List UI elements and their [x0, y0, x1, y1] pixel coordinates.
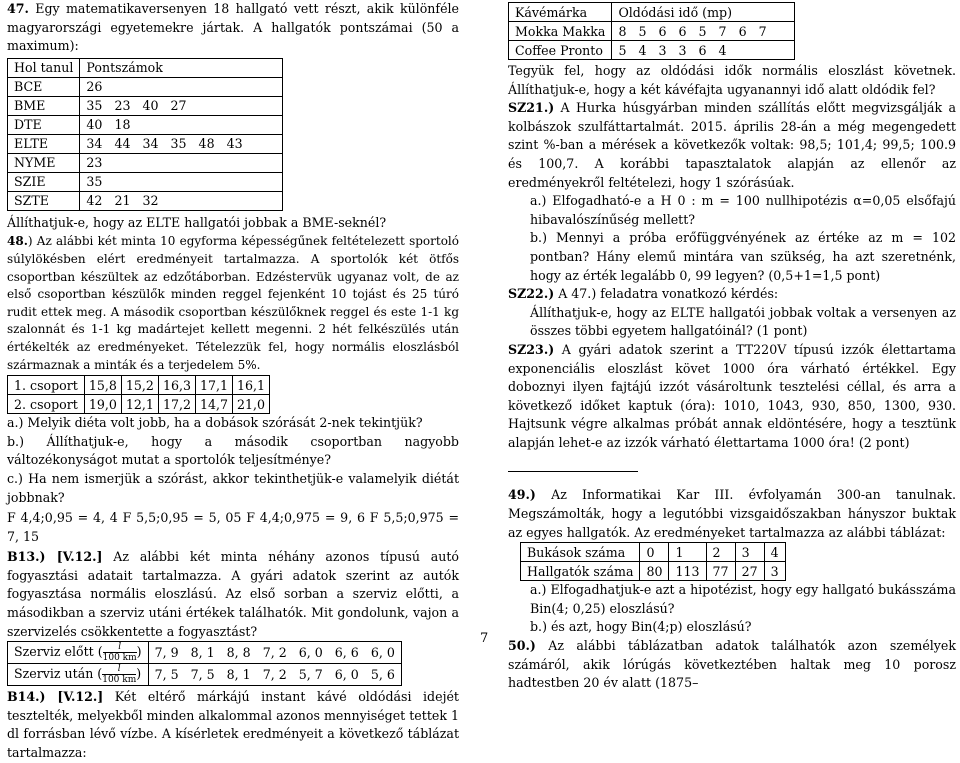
table-cell: 15,8 [84, 376, 121, 395]
table-cell: 0 [640, 543, 669, 562]
table-cell: 3 [735, 543, 764, 562]
section-divider [508, 471, 638, 472]
problem-sz21 [508, 99, 956, 192]
right-column [508, 0, 956, 693]
problem-sz22 [508, 285, 956, 304]
table-cell: Mokka Makka [509, 22, 612, 41]
table-cell: 21,0 [233, 395, 270, 414]
problem-47-text: Egy matematikaversenyen 18 hallgató vett részt, akik különféle magyarországi egyetemekre jártak. A hallgatók pontszámai (50 a maximum): [7, 1, 459, 54]
table-row [521, 543, 786, 562]
problem-49 [508, 486, 956, 542]
table-cell: BCE [8, 77, 80, 96]
table-cell: Pontszámok [80, 58, 283, 77]
table-cell: 8 5 6 6 5 7 6 7 [612, 22, 795, 41]
problem-b14 [7, 688, 459, 762]
fraction-denominator: 100 km [102, 675, 137, 686]
table-cell: BME [8, 96, 80, 115]
problem-48-a: a.) Melyik diéta volt jobb, ha a dobások szórását 2-nek tekintjük? [7, 415, 423, 431]
problem-50-number: 50.) [508, 638, 536, 654]
table-cell: SZTE [8, 191, 80, 210]
problem-sz21-a: a.) Elfogadható-e a H 0 : m = 100 nullhipotézis α=0,05 elsőfajú hibavalószínűség mellett? [530, 193, 956, 227]
f-quantiles-formula: F 4,4;0,95 = 4, 4 F 5,5;0,95 = 5, 05 F 4,4;0,975 = 9, 6 F 5,5;0,975 = 7, 15 [7, 510, 459, 544]
table-cell: 2. csoport [8, 395, 85, 414]
table-cell: DTE [8, 115, 80, 134]
problem-48-c: c.) Ha nem ismerjük a szórást, akkor tekinthetjük-e valamelyik diétát jobbnak? [7, 470, 459, 505]
table-cell: 16,3 [158, 376, 195, 395]
problem-50 [508, 637, 956, 693]
problem-b13 [7, 548, 459, 641]
table-cell: Hallgatók száma [521, 562, 640, 581]
table-cell: Kávémárka [509, 3, 612, 22]
table-cell: 113 [669, 562, 706, 581]
table-cell: 5 4 3 3 6 4 [612, 41, 795, 60]
problem-50-text: Az alábbi táblázatban adatok találhatók azon személyek számáról, akik lórúgás következtében haltak meg 10 porosz hadtestben 20 év alatt (1875– [508, 638, 956, 691]
problem-sz21-b: b.) Mennyi a próba erőfüggvényének az értéke az m = 102 pontban? Hány elemű mintára van szükség, ha azt szeretnénk, hogy az érték legalább 0, 99 legyen? (0,5+1=1,5 pont) [530, 230, 956, 283]
table-row [8, 134, 283, 153]
table-cell: SZIE [8, 172, 80, 191]
table-cell: 15,2 [121, 376, 158, 395]
university-scores-table [7, 58, 283, 211]
table-cell: 1 [669, 543, 706, 562]
table-row [8, 395, 270, 414]
row-label: Szerviz előtt ( [14, 644, 103, 660]
table-cell: Bukások száma [521, 543, 640, 562]
problem-47 [7, 0, 459, 56]
coffee-question: Tegyük fel, hogy az oldódási idők normális eloszlást követnek. Állíthatjuk-e, hogy a két kávéfajta ugyanannyi idő alatt oldódik fel? [508, 63, 956, 97]
table-cell: ELTE [8, 134, 80, 153]
fraction-numerator: l [102, 664, 136, 675]
table-row [8, 153, 283, 172]
problem-b13-number: B13.) [V.12.] [7, 549, 103, 565]
table-cell: 77 [706, 562, 735, 581]
table-cell [8, 664, 149, 686]
problem-47-question: Állíthatjuk-e, hogy az ELTE hallgatói jobbak a BME-seknél? [7, 214, 387, 230]
shot-put-table [7, 375, 270, 414]
table-cell: 7, 5 7, 5 8, 1 7, 2 5, 7 6, 0 5, 6 [148, 664, 401, 686]
unit-fraction [103, 642, 137, 663]
table-cell: 23 [80, 153, 283, 172]
row-label: Szerviz után ( [14, 666, 103, 682]
problem-48-b: b.) Állíthatjuk-e, hogy a második csoportban nagyobb változékonyságot mutat a sportolók teljesítménye? [7, 433, 459, 468]
table-row [8, 376, 270, 395]
problem-48 [7, 233, 459, 374]
problem-49-b: b.) és azt, hogy Bin(4;p) eloszlású? [530, 619, 752, 635]
problem-48-text: ) Az alábbi két minta 10 egyforma képességűnek feltételezett sportoló súlylökésben elért eredményeit tartalmazza. A sportolók két ötfős csoportban készültek az edzőtáborban. Edzéstervük ugyanaz volt, de az első csoportban készülők minden reggel fejenként 10 tojást és 25 túró rudit ettek meg. A második csoportban készülőknek reggel és este 1-1 kg szalonnát és 1-1 kg madártejet kellett megenni. 2 hét felkészülés után értékelték az eredményeket. Tételezzük fel, hogy normális eloszlásból származnak a minták és a terjedelem 5%. [7, 234, 459, 372]
table-cell: 7, 9 8, 1 8, 8 7, 2 6, 0 6, 6 6, 0 [148, 642, 401, 664]
problem-47-number: 47. [7, 1, 29, 16]
table-row [8, 191, 283, 210]
problem-sz21-text: A Hurka húsgyárban minden szállítás előtt megvizsgálják a kolbászok szulfáttartalmát. 2015. április 28-án a még megengedett szint %-ban a mérések a következők voltak: 98,5; 101,4; 99,5; 100.9 és 100,7. A korábbi tapasztalatok alapján az ellenőr az eredményekről feltételezi, hogy 1 szórásúak. [508, 100, 956, 190]
table-cell: Hol tanul [8, 58, 80, 77]
problem-sz23-text: A gyári adatok szerint a TT220V típusú izzók élettartama exponenciális eloszlást követ 1000 óra várható értékkel. Egy doboznyi ilyen fajtájú izzót vásároltunk tesztelési céllal, és arra a következő időket kaptuk (óra): 1010, 1043, 930, 850, 1300, 930. Hajtsunk végre alkalmas próbát annak eldöntésére, hogy a tesztünk alapján lehet-e az izzók várható élettartama 1000 óra! (2 pont) [508, 341, 956, 450]
row-label-close: ) [136, 666, 142, 682]
table-cell: NYME [8, 153, 80, 172]
problem-49-text: Az Informatikai Kar III. évfolyamán 300-an tanulnak. Megszámolták, hogy a legutóbbi vizsgaidőszakban hányszor buktak az egyes hallgatók. Az eredményeket tartalmazza az alábbi táblázat: [508, 487, 956, 540]
table-cell: 42 21 32 [80, 191, 283, 210]
table-cell: 1. csoport [8, 376, 85, 395]
problem-49-number: 49.) [508, 487, 536, 503]
fraction-numerator: l [103, 642, 137, 653]
coffee-dissolve-table [508, 2, 795, 60]
problem-sz23 [508, 341, 956, 453]
table-cell: 27 [735, 562, 764, 581]
table-row [509, 22, 795, 41]
page-number: 7 [480, 631, 489, 646]
table-cell: 35 [80, 172, 283, 191]
table-cell: 17,2 [158, 395, 195, 414]
left-column [7, 0, 459, 763]
fraction-denominator: 100 km [102, 653, 137, 664]
problem-b14-number: B14.) [V.12.] [7, 689, 104, 705]
table-cell: 3 [764, 562, 785, 581]
table-cell: 17,1 [195, 376, 232, 395]
problem-b14-text: Két eltérő márkájú instant kávé oldódási idejét tesztelték, melyekből minden alkalommal azonos mennyiséget tettek 1 dl forrásban lévő vízbe. A kísérletek eredményeit a következő táblázat tartalmazza: [7, 689, 459, 761]
table-cell: 16,1 [233, 376, 270, 395]
row-label-close: ) [136, 644, 142, 660]
table-row [509, 3, 795, 22]
problem-sz22-number: SZ22.) [508, 286, 555, 302]
problem-b13-text: Az alábbi két minta néhány azonos típusú autó fogyasztási adatait tartalmazza. A gyári adatok szerint az autók fogyasztása normális eloszlású. Az első sorban a szerviz előtti, a másodikban a szerviz utáni értékek találhatók. Mit gondolunk, vajon a szervizelés csökkentette a fogyasztást? [7, 549, 459, 639]
problem-sz22-body: Állíthatjuk-e, hogy az ELTE hallgatói jobbak voltak a versenyen az összes többi egyetem hallgatóinál? (1 pont) [530, 304, 956, 339]
table-row [8, 664, 402, 686]
table-row [8, 172, 283, 191]
table-cell: 80 [640, 562, 669, 581]
problem-48-number: 48. [7, 234, 28, 249]
table-row [8, 642, 402, 664]
table-cell: 12,1 [121, 395, 158, 414]
table-cell: 35 23 40 27 [80, 96, 283, 115]
table-cell [8, 642, 149, 664]
problem-49-a: a.) Elfogadhatjuk-e azt a hipotézist, hogy egy hallgató bukásszáma Bin(4; 0,25) eloszlású? [530, 582, 956, 616]
table-cell: 26 [80, 77, 283, 96]
table-cell: 14,7 [195, 395, 232, 414]
problem-sz23-number: SZ23.) [508, 341, 555, 357]
problem-sz21-number: SZ21.) [508, 100, 555, 116]
table-cell: 4 [764, 543, 785, 562]
table-row [8, 115, 283, 134]
table-cell: 2 [706, 543, 735, 562]
fuel-consumption-table [7, 641, 402, 686]
table-row [8, 77, 283, 96]
problem-sz22-text: A 47.) feladatra vonatkozó kérdés: [558, 286, 779, 302]
table-row [8, 96, 283, 115]
table-cell: 19,0 [84, 395, 121, 414]
table-row [8, 58, 283, 77]
table-row [509, 41, 795, 60]
table-cell: 40 18 [80, 115, 283, 134]
table-cell: 34 44 34 35 48 43 [80, 134, 283, 153]
table-row [521, 562, 786, 581]
table-cell: Oldódási idő (mp) [612, 3, 795, 22]
table-cell: Coffee Pronto [509, 41, 612, 60]
failures-table [520, 542, 786, 581]
unit-fraction [102, 664, 136, 685]
